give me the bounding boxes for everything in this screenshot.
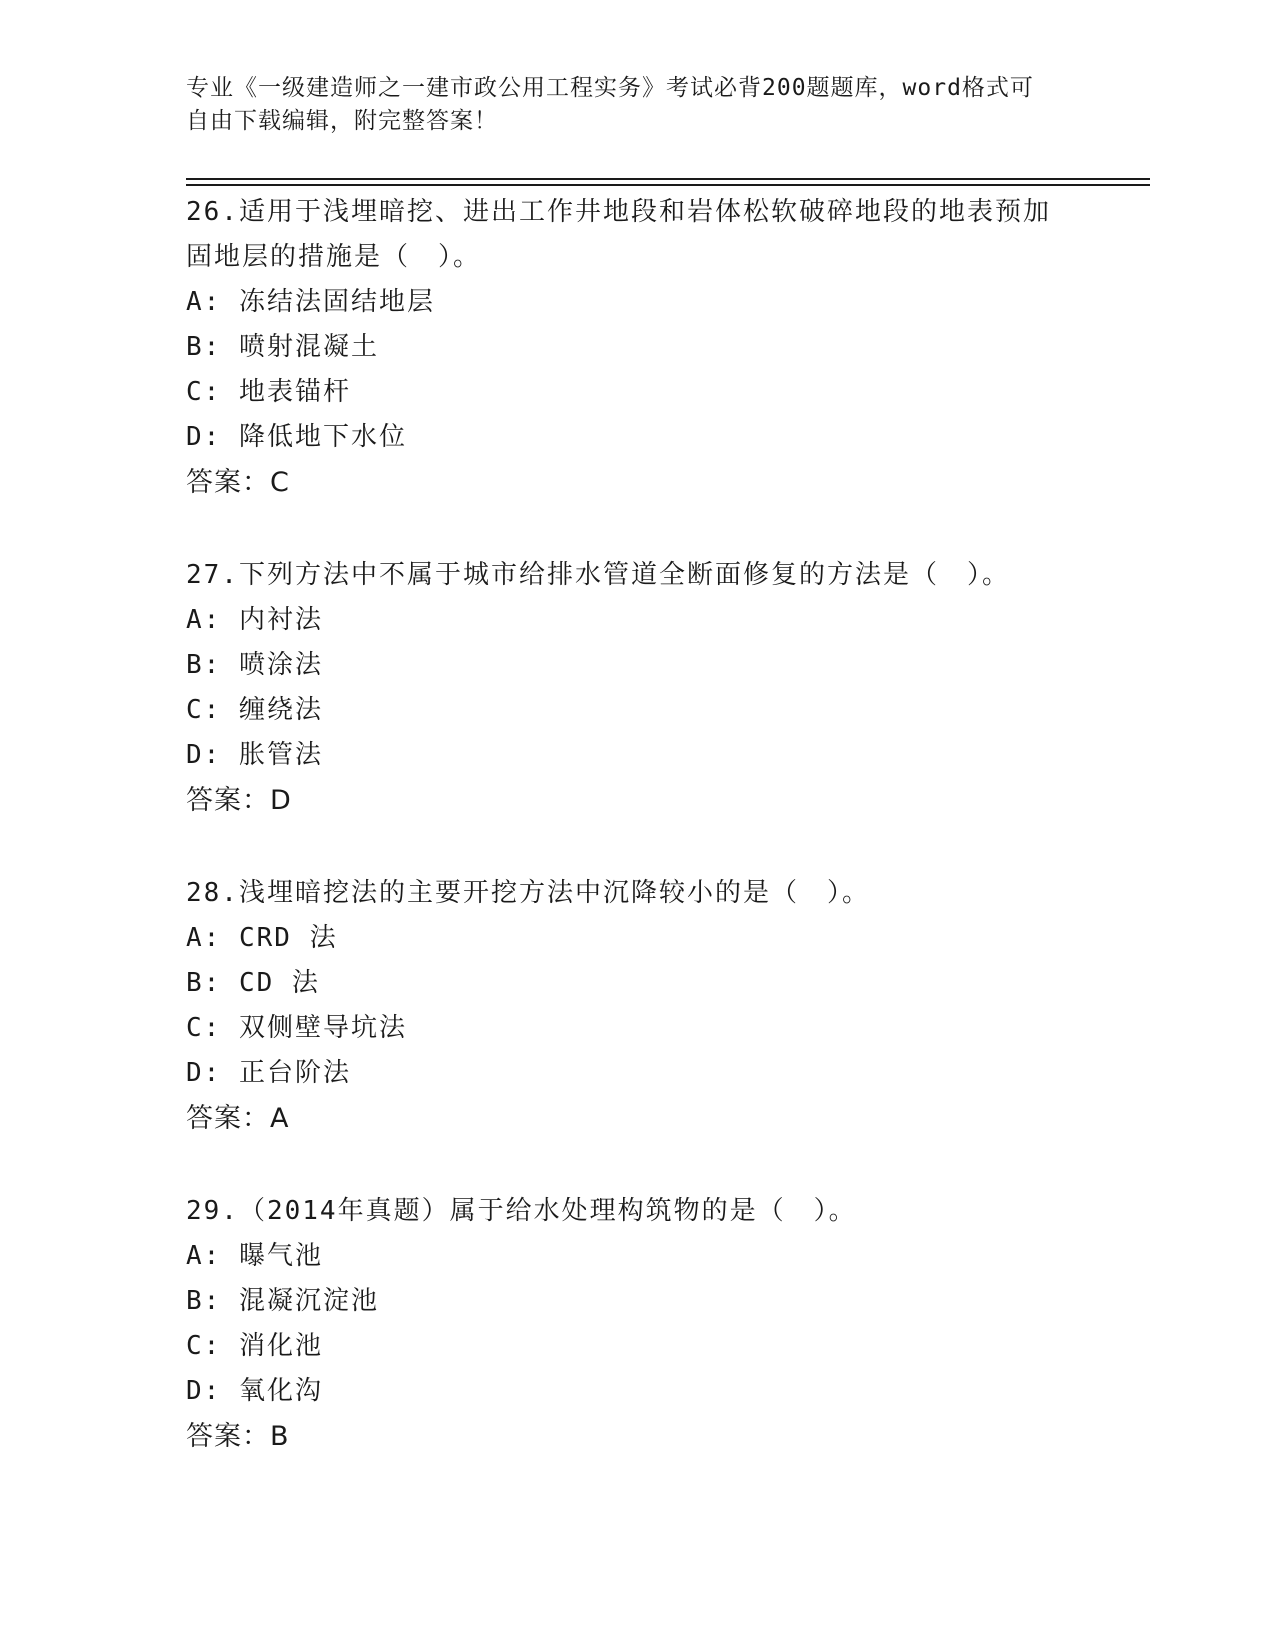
option-c: C: 消化池: [186, 1331, 323, 1361]
option-c: C: 双侧壁导坑法: [186, 1013, 407, 1043]
question-26: [186, 190, 1086, 505]
header-line-2: 自由下载编辑，附完整答案！: [186, 108, 498, 134]
option-b: B: 混凝沉淀池: [186, 1286, 379, 1316]
option-c: C: 地表锚杆: [186, 377, 351, 407]
option-d: D: 氧化沟: [186, 1376, 323, 1406]
question-stem: 27.下列方法中不属于城市给排水管道全断面修复的方法是（ ）。: [186, 560, 1010, 590]
option-b: B: 喷涂法: [186, 650, 323, 680]
header-line-1: 专业《一级建造师之一建市政公用工程实务》考试必背200题题库，word格式可: [186, 75, 1034, 101]
question-stem: 29.（2014年真题）属于给水处理构筑物的是（ ）。: [186, 1196, 857, 1226]
option-d: D: 正台阶法: [186, 1058, 351, 1088]
answer-line: 答案：B: [186, 1421, 290, 1452]
header-divider-bottom: [186, 184, 1150, 186]
question-stem: 26.适用于浅埋暗挖、进出工作井地段和岩体松软破碎地段的地表预加: [186, 197, 1051, 227]
option-d: D: 胀管法: [186, 740, 323, 770]
option-a: A: 曝气池: [186, 1241, 323, 1271]
option-b: B: 喷射混凝土: [186, 332, 379, 362]
answer-line: 答案：A: [186, 1103, 290, 1134]
question-stem: 28.浅埋暗挖法的主要开挖方法中沉降较小的是（ ）。: [186, 878, 870, 908]
option-a: A: 冻结法固结地层: [186, 287, 435, 317]
question-28: [186, 871, 1086, 1141]
option-d: D: 降低地下水位: [186, 422, 407, 452]
option-c: C: 缠绕法: [186, 695, 323, 725]
question-29: [186, 1189, 1086, 1459]
header-divider-top: [186, 178, 1150, 180]
answer-line: 答案：C: [186, 467, 290, 498]
option-a: A: 内衬法: [186, 605, 323, 635]
question-stem-continued: 固地层的措施是（ ）。: [186, 242, 482, 272]
option-a: A: CRD 法: [186, 923, 338, 953]
question-27: [186, 553, 1086, 823]
option-b: B: CD 法: [186, 968, 320, 998]
document-header: [186, 72, 1086, 138]
answer-line: 答案：D: [186, 785, 292, 816]
